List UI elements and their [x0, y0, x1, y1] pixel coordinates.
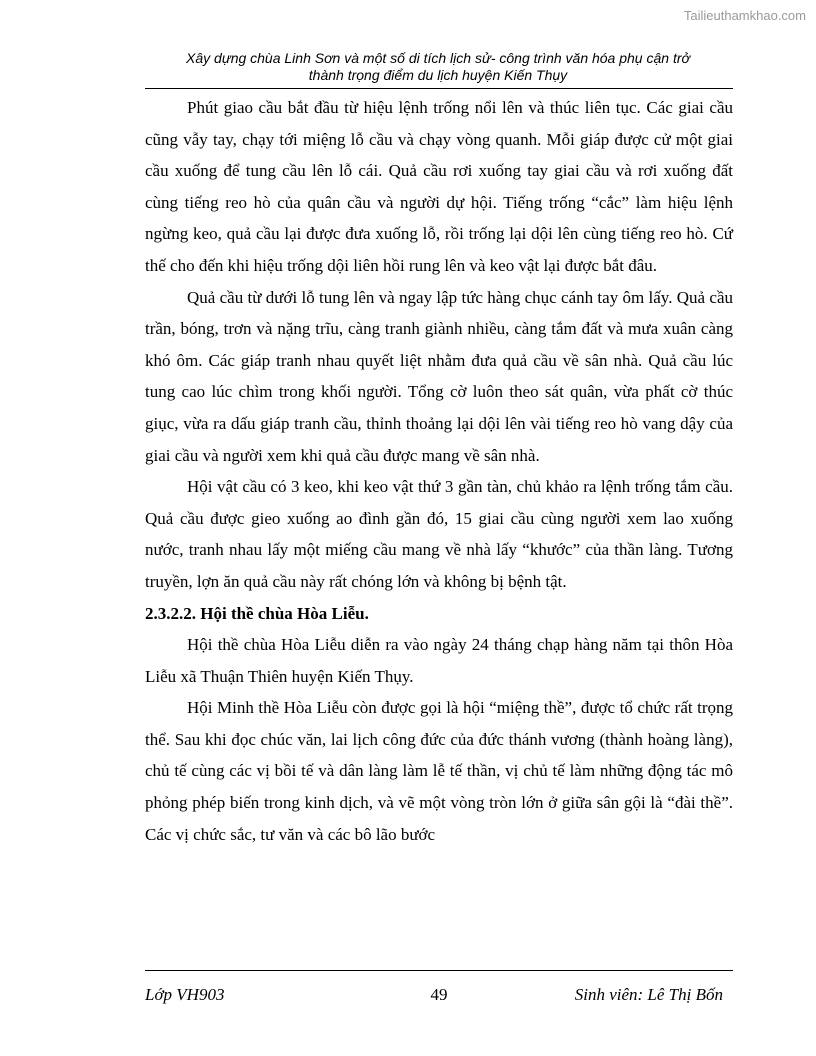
- header-line-1: Xây dựng chùa Linh Sơn và một số di tích lịch sử- công trình văn hóa phụ cận trở: [186, 50, 690, 66]
- paragraph: Hội Minh thề Hòa Liễu còn được gọi là hội “miệng thề”, được tổ chức rất trọng thể. Sau khi đọc chúc văn, lai lịch công đức của đức thánh vương (thành hoàng làng), chủ tế cùng các vị bồi tế và dân làng làm lễ tế thần, vị chủ tế làm những động tác mô phỏng phép biến trong kinh dịch, và vẽ một vòng tròn lớn ở giữa sân gội là “đài thề”. Các vị chức sắc, tư văn và các bô lão bước: [145, 698, 733, 844]
- watermark: Tailieuthamkhao.com: [683, 8, 806, 23]
- footer-student: Sinh viên: Lê Thị Bốn: [574, 985, 723, 1004]
- paragraph: Quả cầu từ dưới lỗ tung lên và ngay lập tức hàng chục cánh tay ôm lấy. Quả cầu trần, bóng, trơn và nặng trĩu, càng tranh giành nhiều, càng tắm đất và mưa xuân càng khó ôm. Các giáp tranh nhau quyết liệt nhằm đưa quả cầu về sân nhà. Quả cầu lúc tung cao lúc chìm trong khối người. Tổng cờ luôn theo sát quân, vừa phất cờ thúc giục, vừa ra dấu giáp tranh cầu, thỉnh thoảng lại dội lên vài tiếng reo hò vang dậy của giai cầu và người xem khi quả cầu được mang về sân nhà.: [145, 287, 733, 465]
- page-number: 49: [430, 985, 448, 1004]
- page-footer: [145, 985, 733, 1009]
- footer-class: Lớp VH903: [145, 985, 225, 1004]
- paragraph: Hội thề chùa Hòa Liễu diễn ra vào ngày 24 tháng chạp hàng năm tại thôn Hòa Liễu xã Thuận Thiên huyện Kiến Thụy.: [145, 635, 733, 686]
- page-body: [145, 92, 733, 850]
- footer-rule: [145, 970, 733, 971]
- paragraph: Phút giao cầu bắt đầu từ hiệu lệnh trống nổi lên và thúc liên tục. Các giai cầu cũng vẫy tay, chạy tới miệng lỗ cầu và chạy vòng quanh. Mỗi giáp được cử một giai cầu xuống để tung cầu lên lỗ cái. Quả cầu rơi xuống tay giai cầu và rơi xuống đất cùng tiếng reo hò của quân cầu và người dự hội. Tiếng trống “cắc” làm hiệu lệnh ngừng keo, quả cầu lại được đưa xuống lỗ, rồi trống lại dội lên cùng tiếng reo hò. Cứ thế cho đến khi hiệu trống dội liên hồi rung lên và keo vật lại được bắt đâu.: [145, 98, 733, 275]
- section-heading: 2.3.2.2. Hội thề chùa Hòa Liễu.: [145, 603, 369, 623]
- running-header: [140, 50, 736, 84]
- paragraph: Hội vật cầu có 3 keo, khi keo vật thứ 3 gần tàn, chủ khảo ra lệnh trống tắm cầu. Quả cầu được gieo xuống ao đình gần đó, 15 giai cầu cùng người xem lao xuống nước, tranh nhau lấy một miếng cầu mang về nhà lấy “khước” của thần làng. Tương truyền, lợn ăn quả cầu này rất chóng lớn và không bị bệnh tật.: [145, 477, 733, 591]
- header-line-2: thành trọng điểm du lịch huyện Kiến Thụy: [308, 67, 568, 83]
- header-rule: [145, 88, 733, 89]
